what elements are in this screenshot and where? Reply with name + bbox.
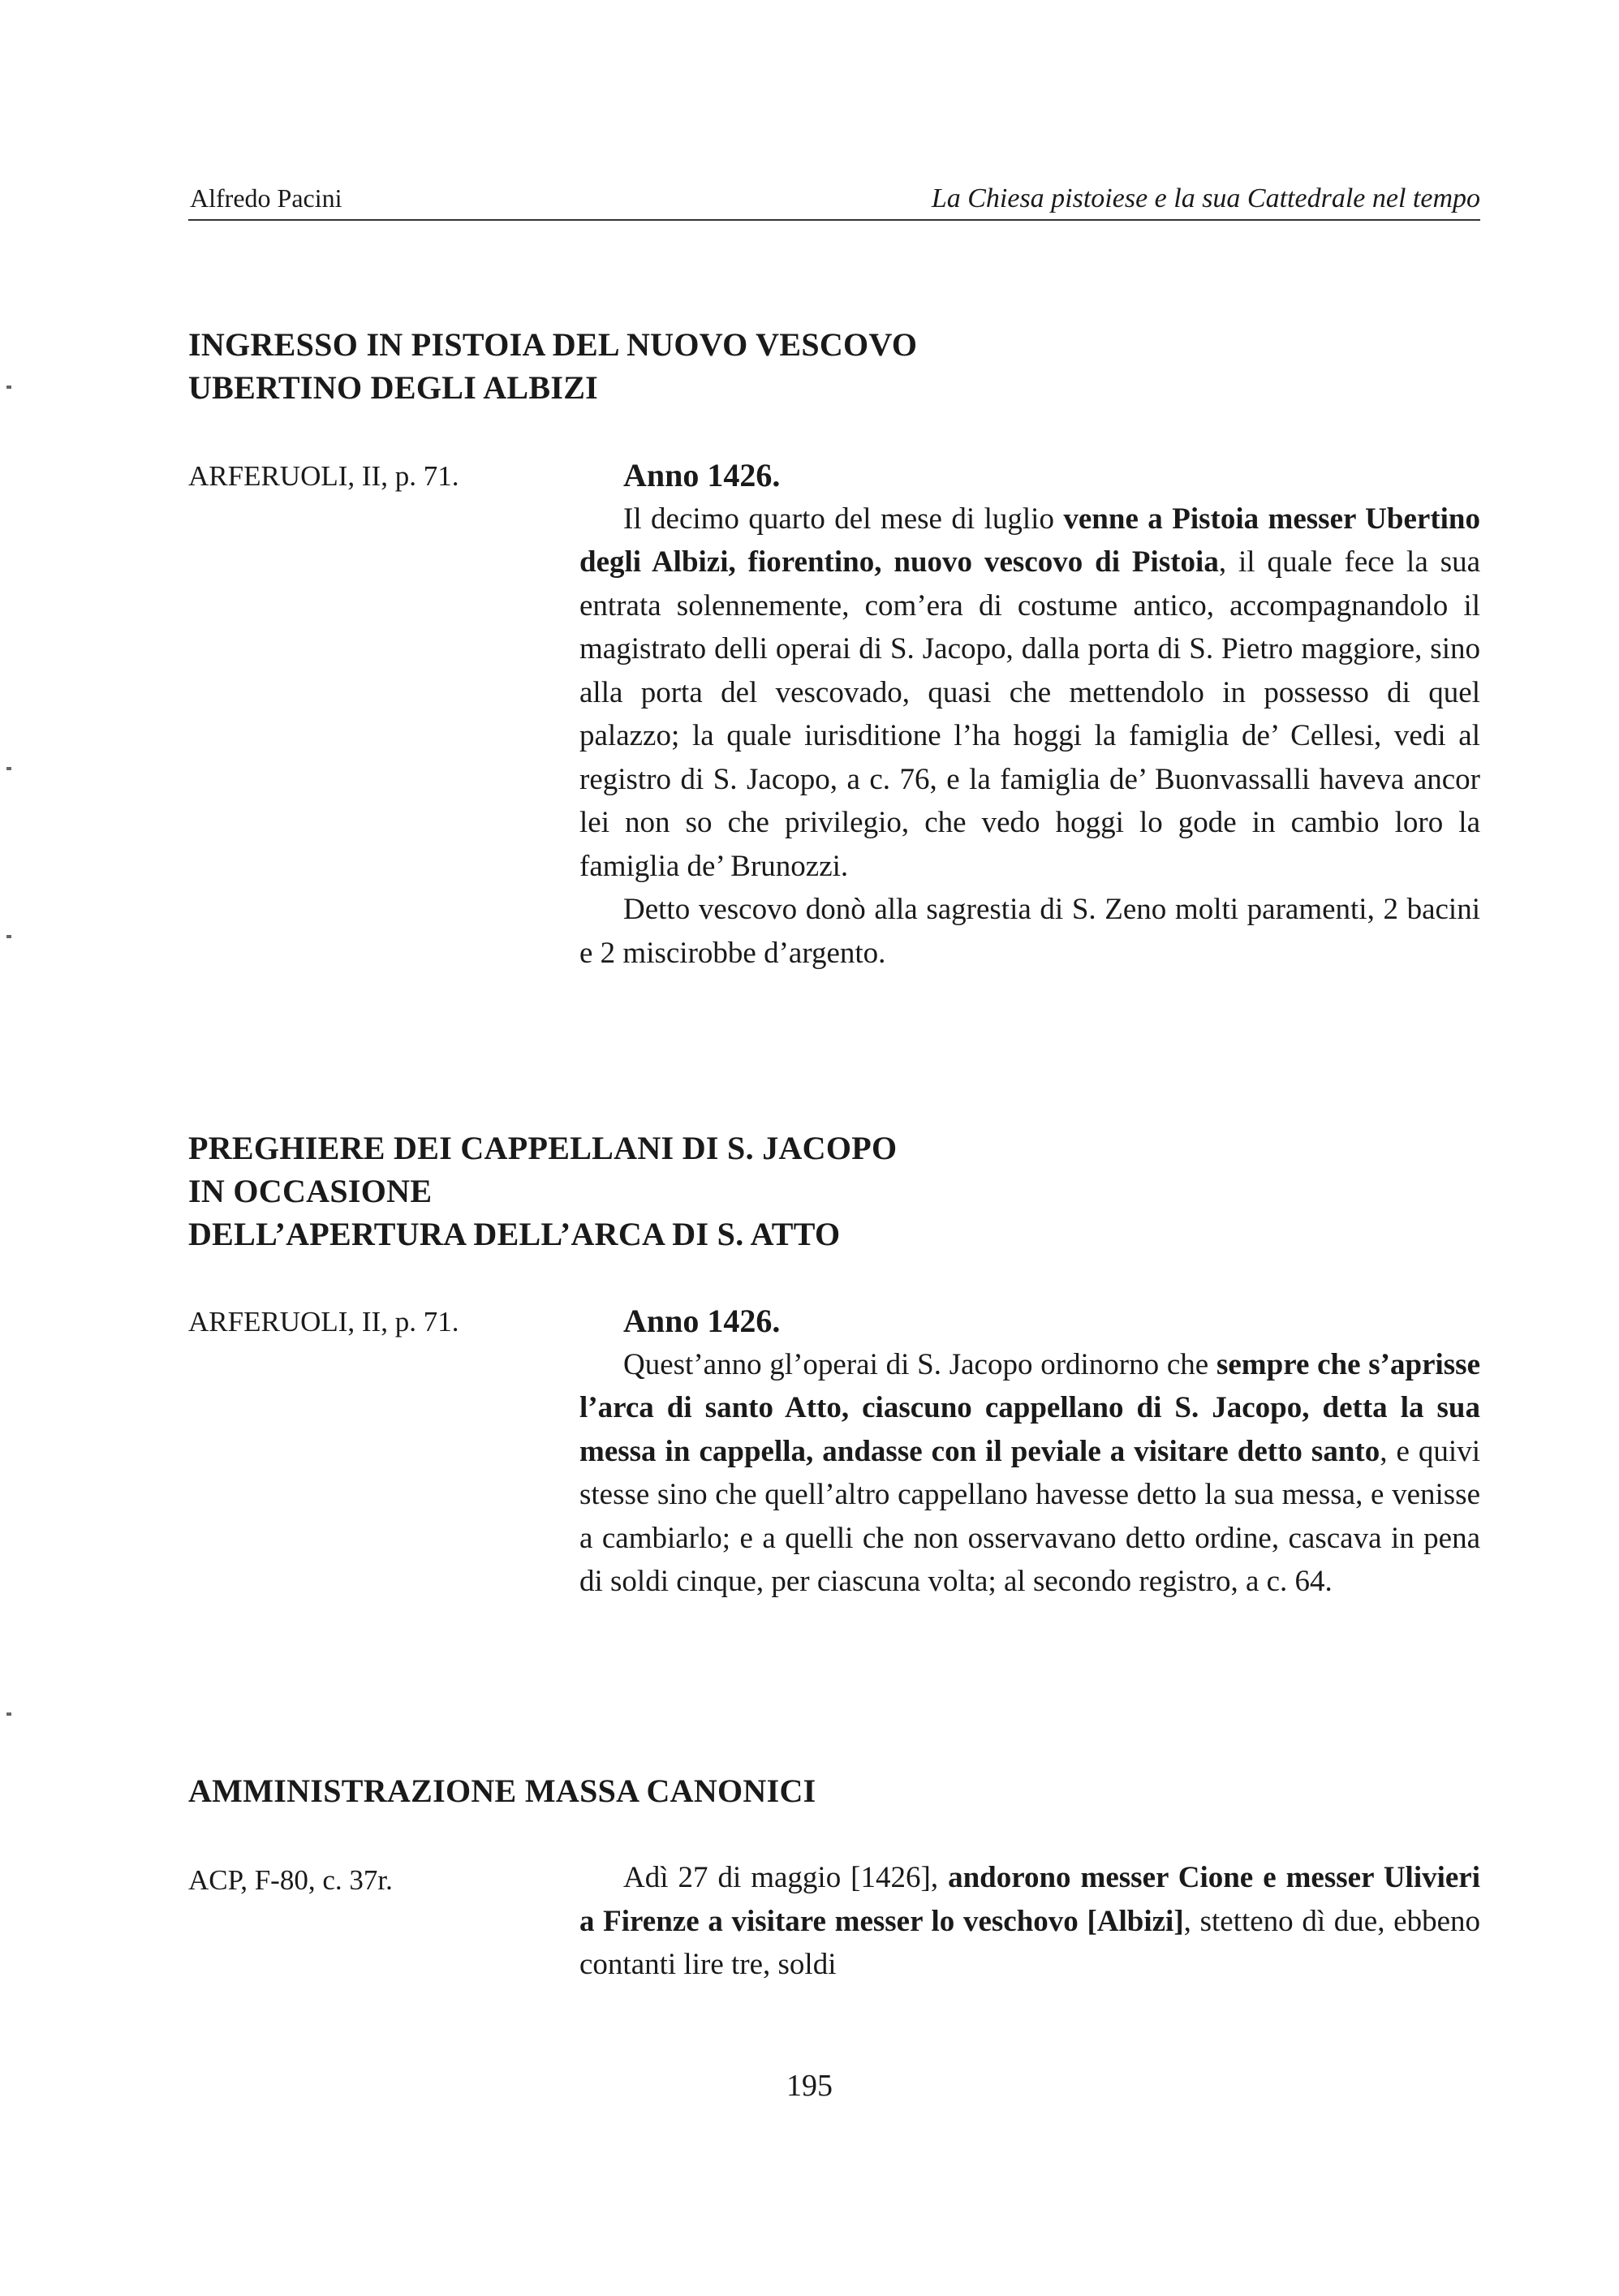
year-label: Anno 1426. [623,457,781,493]
section-heading [188,1126,897,1256]
heading-line: AMMINISTRAZIONE MASSA CANONICI [188,1773,816,1809]
section-body [579,454,1480,975]
section-heading [188,1769,816,1812]
emphasis: venne a Pistoia messer Ubertino degli Albizi, fiorentino, nuovo vescovo di Pistoia [579,502,1481,579]
heading-line: DELL’APERTURA DELL’ARCA DI S. ATTO [188,1216,841,1252]
paragraph: Adì 27 di maggio [1426], andorono messer Cione e messer Ulivieri a Firenze a visitare messer lo veschovo [Albizi], stetteno dì due, ebbeno contanti lire tre, soldi [579,1861,1480,1981]
heading-line: INGRESSO IN PISTOIA DEL NUOVO VESCOVO [188,326,918,363]
source-reference: ARFERUOLI, II, p. 71. [188,460,459,492]
section-body [579,1299,1480,1604]
emphasis: andorono messer Cione e messer Ulivieri a Firenze a visitare messer lo veschovo [Albizi] [579,1861,1480,1938]
year-label: Anno 1426. [623,1303,781,1339]
source-reference: ACP, F-80, c. 37r. [188,1864,393,1896]
heading-line: PREGHIERE DEI CAPPELLANI DI S. JACOPO [188,1130,898,1166]
paragraph: Il decimo quarto del mese di luglio venne a Pistoia messer Ubertino degli Albizi, fiorentino, nuovo vescovo di Pistoia, il quale fece la sua entrata solennemente, com’era di costume antico, accompagnandolo il magistrato delli operai di S. Jacopo, dalla porta di S. Pietro maggiore, sino alla porta del vescovado, quasi che mettendolo in possesso di quel palazzo; la quale iurisditione l’ha hoggi la famiglia de’ Cellesi, vedi al registro di S. Jacopo, a c. 76, e la famiglia de’ Buonvassalli haveva ancor lei non so che privilegio, che vedo hoggi lo gode in cambio loro la famiglia de’ Brunozzi. [579,502,1481,883]
source-reference: ARFERUOLI, II, p. 71. [188,1306,459,1338]
section-heading [188,323,917,409]
header-author: Alfredo Pacini [190,183,342,213]
paragraph: Detto vescovo donò alla sagrestia di S. Zeno molti paramenti, 2 bacini e 2 miscirobbe d’argento. [579,893,1480,970]
header-book-title: La Chiesa pistoiese e la sua Cattedrale nel tempo [931,183,1480,213]
scan-mark [6,935,11,938]
page-number: 195 [786,2069,833,2103]
section-body [579,1856,1480,1987]
emphasis: sempre che s’aprisse l’arca di santo Atto, ciascuno cappellano di S. Jacopo, detta la sua messa in cappella, andasse con il peviale a visitare detto santo [579,1347,1481,1468]
paragraph: Quest’anno gl’operai di S. Jacopo ordinorno che sempre che s’aprisse l’arca di santo Atto, ciascuno cappellano di S. Jacopo, detta la sua messa in cappella, andasse con il peviale a visitare detto santo, e quivi stesse sino che quell’altro cappellano havesse detto la sua messa, e venisse a cambiarlo; e a quelli che non osservavano detto ordine, cascava in pena di soldi cinque, per ciascuna volta; al secondo registro, a c. 64. [579,1347,1481,1598]
heading-line: IN OCCASIONE [188,1173,433,1209]
running-header [188,180,1480,221]
scan-mark [6,767,11,770]
scan-mark [6,1712,11,1716]
scan-mark [6,386,11,389]
heading-line: UBERTINO DEGLI ALBIZI [188,369,599,406]
